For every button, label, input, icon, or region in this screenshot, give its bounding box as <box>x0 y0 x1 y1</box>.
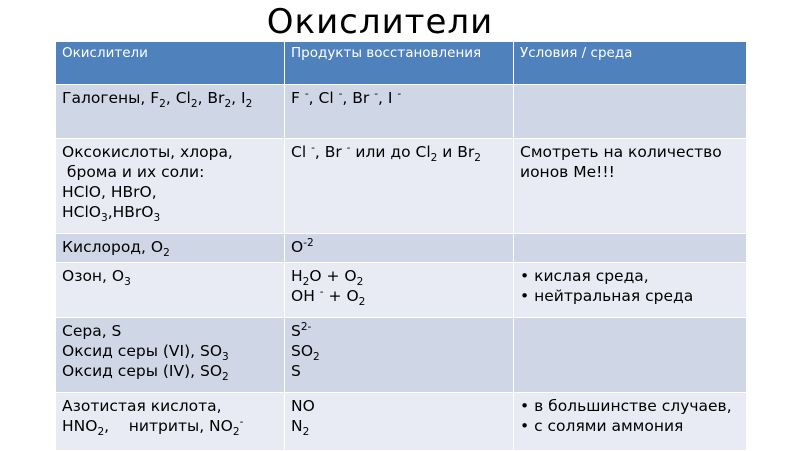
products-cell: $O^{-2}$ <box>285 234 514 263</box>
conditions-text: • в большинстве случаев, • с солями аммония <box>520 396 740 448</box>
header-oxidants: Окислители <box>56 42 285 85</box>
conditions-cell <box>514 234 747 263</box>
table-row <box>56 263 747 318</box>
products-text: NO $N_2$ <box>291 397 315 436</box>
conditions-cell <box>514 85 747 139</box>
conditions-cell: • кислая среда, • нейтральная среда <box>514 263 747 318</box>
slide-title: Окислители <box>266 2 494 42</box>
table-row <box>56 318 747 393</box>
products-cell: Cl -, Br - или до $Cl_2$ и $Br_2$ <box>285 139 514 234</box>
table-row <box>56 139 747 234</box>
products-cell: $S^{2-}$ $SO_2$ S <box>285 318 514 393</box>
oxidant-cell: Оксокислоты, хлора, брома и их соли: HClO, HBrO, HClO$_3$,HBrO$_3$ <box>56 139 285 234</box>
oxidants-table <box>55 41 747 451</box>
oxidant-cell: Кислород, $O_2$ <box>56 234 285 263</box>
conditions-cell <box>514 318 747 393</box>
oxidant-cell: Сера, S Оксид серы (VI), $SO_3$ Оксид серы (IV), $SO_2$ <box>56 318 285 393</box>
table-row <box>56 393 747 451</box>
table-row <box>56 85 747 139</box>
table-row <box>56 234 747 263</box>
header-products: Продукты восстановления <box>285 42 514 85</box>
header-conditions: Условия / среда <box>514 42 747 85</box>
products-cell <box>285 393 514 451</box>
oxidant-cell <box>56 393 285 451</box>
products-cell: $H_2O + O_2$ OH $^- + O_2$ <box>285 263 514 318</box>
conditions-cell <box>514 393 747 451</box>
oxidant-cell: Галогены, $F_2$, $Cl_2$, $Br_2$, $I_2$ <box>56 85 285 139</box>
oxidant-cell: Озон, $O_3$ <box>56 263 285 318</box>
conditions-cell: Смотреть на количество ионов Ме!!! <box>514 139 747 234</box>
table-header-row <box>56 42 747 85</box>
products-cell: F -, Cl -, Br -, I - <box>285 85 514 139</box>
oxidant-text: Азотистая кислота, $HNO_2$, нитриты, $NO_2^-$ <box>62 397 244 436</box>
